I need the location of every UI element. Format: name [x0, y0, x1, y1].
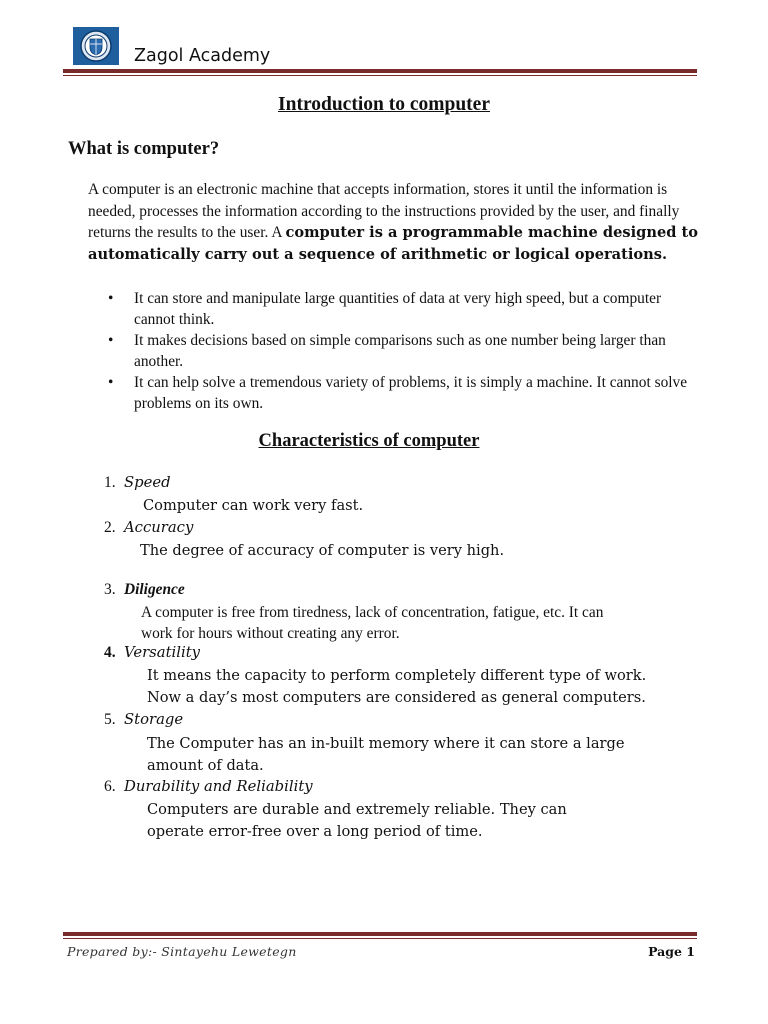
section-heading-characteristics: Characteristics of computer — [258, 431, 480, 451]
item-number: 4. — [104, 644, 116, 661]
characteristic-versatility-desc — [147, 665, 646, 709]
item-number: 2. — [104, 519, 116, 536]
intro-a: A — [271, 224, 286, 241]
item-number: 1. — [104, 474, 116, 491]
characteristic-diligence-label — [104, 581, 185, 599]
item-title: Speed — [124, 474, 171, 491]
desc-line: operate error-free over a long period of time. — [147, 823, 483, 840]
prepared-by: Prepared by:- Sintayehu Lewetegn — [67, 944, 297, 959]
desc-line: It means the capacity to perform completely different type of work. — [147, 667, 647, 684]
characteristic-speed-desc — [143, 495, 363, 517]
characteristic-durability-label — [104, 778, 313, 796]
characteristic-accuracy-label — [104, 519, 193, 537]
bullet-text: It can store and manipulate large quantities of data at very high speed, but a computer cannot think. — [134, 290, 662, 328]
characteristic-diligence-desc — [141, 602, 603, 644]
bullet-text: It can help solve a tremendous variety of problems, it is simply a machine. It cannot solve problems on its own. — [134, 374, 688, 412]
characteristic-accuracy-desc — [140, 540, 504, 562]
intro-bold-definition: computer is a programmable machine designed to automatically carry out a sequence of arithmetic or logical operations — [88, 224, 699, 263]
intro-end: . — [661, 245, 668, 263]
bullet-text: It makes decisions based on simple comparisons such as one number being larger than another. — [134, 332, 666, 370]
bullet-icon: • — [108, 290, 114, 307]
bullet-icon: • — [108, 332, 114, 349]
desc-line: The Computer has an in-built memory where it can store a large — [147, 735, 625, 752]
footer-rule-thin — [63, 938, 697, 939]
item-number: 6. — [104, 778, 116, 795]
desc-line: work for hours without creating any error. — [141, 625, 400, 642]
characteristic-versatility-label — [104, 644, 200, 662]
characteristic-storage-label — [104, 711, 183, 729]
list-item — [108, 288, 688, 330]
item-number: 3. — [104, 581, 116, 598]
item-title: Durability and Reliability — [124, 778, 313, 795]
list-item — [108, 372, 688, 414]
organization-name: Zagol Academy — [134, 46, 271, 66]
footer-rule-thick — [63, 932, 697, 936]
header-rule-thin — [63, 75, 697, 76]
list-item — [108, 330, 688, 372]
academy-crest-icon — [73, 27, 119, 65]
item-title: Storage — [124, 711, 184, 728]
characteristic-speed-label — [104, 474, 171, 492]
characteristic-storage-desc — [147, 733, 624, 777]
desc-line: amount of data. — [147, 757, 264, 774]
desc-line: Now a day’s most computers are considered as general computers. — [147, 689, 646, 706]
intro-plain-text: A computer is an electronic machine that accepts information, stores it until the information is needed, processes the information according to the instructions provided by the user, and finally returns the results to the user. — [88, 181, 680, 241]
item-number: 5. — [104, 711, 116, 728]
item-title: Versatility — [124, 644, 201, 661]
page-number: Page 1 — [648, 944, 695, 959]
desc-line: Computers are durable and extremely reliable. They can — [147, 801, 567, 818]
document-title: Introduction to computer — [278, 94, 490, 115]
bullet-icon: • — [108, 374, 114, 391]
computer-facts-list — [108, 288, 688, 414]
intro-paragraph — [88, 179, 713, 265]
desc-line: Computer can work very fast. — [143, 497, 364, 514]
desc-line: A computer is free from tiredness, lack of concentration, fatigue, etc. It can — [141, 604, 604, 621]
characteristic-durability-desc — [147, 799, 567, 843]
section-heading-what-is-computer: What is computer? — [68, 139, 220, 159]
header-rule-thick — [63, 69, 697, 73]
desc-line: The degree of accuracy of computer is very high. — [140, 542, 505, 559]
item-title: Accuracy — [124, 519, 194, 536]
item-title: Diligence — [124, 581, 185, 598]
